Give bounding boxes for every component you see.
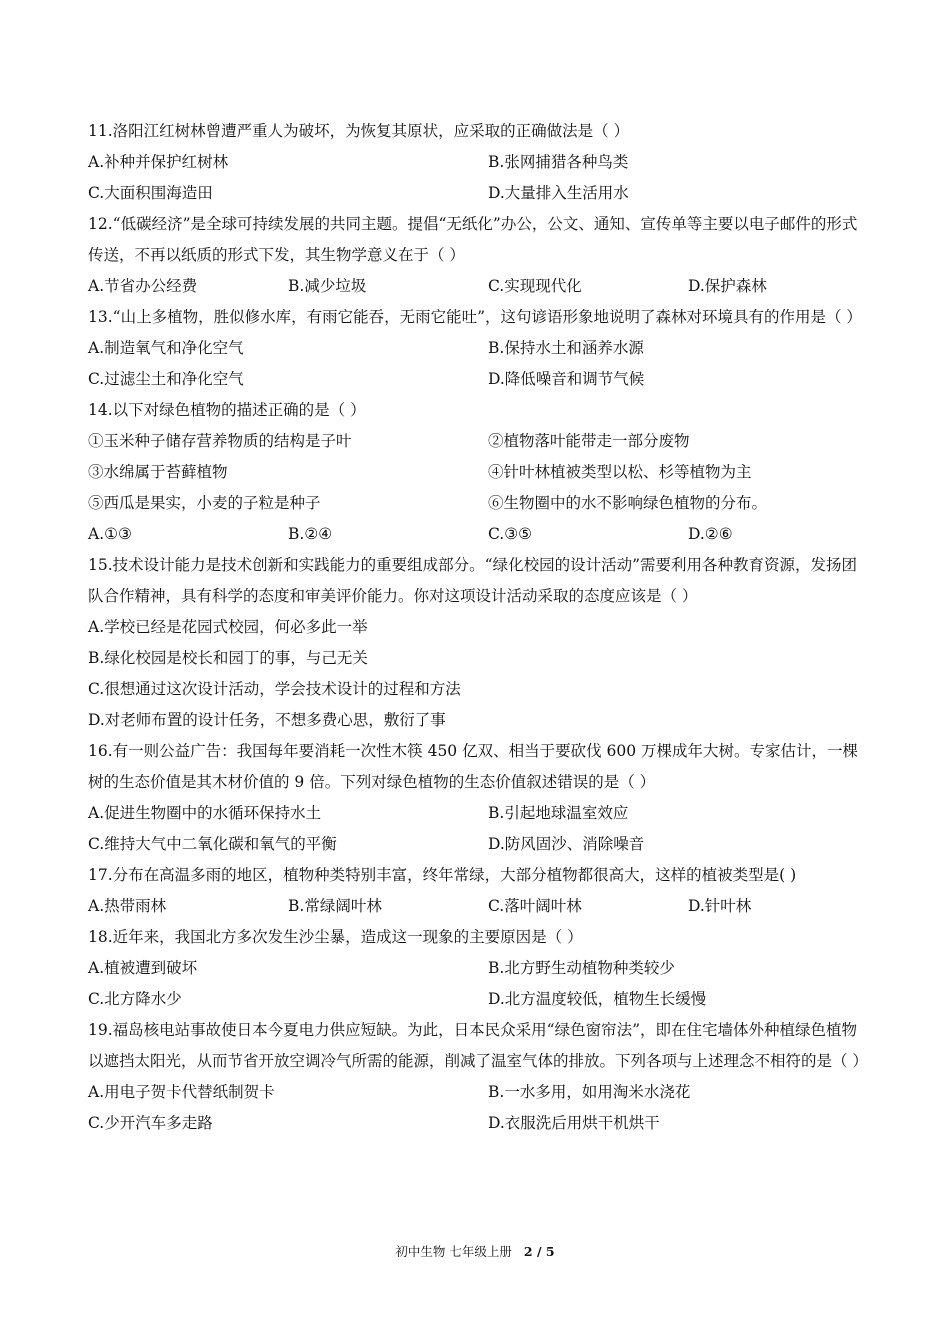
option-c: C.大面积围海造田 xyxy=(88,184,213,202)
option-a: A.学校已经是花园式校园，何必多此一举 xyxy=(88,618,368,636)
question-stem: 13.“山上多植物，胜似修水库，有雨它能吞，无雨它能吐”，这句谚语形象地说明了森林对环境具有的作用是（ ） xyxy=(88,308,862,326)
statement-4: ④针叶林植被类型以松、杉等植物为主 xyxy=(488,463,752,481)
option-b: B.常绿阔叶林 xyxy=(288,897,382,915)
option-b: B.减少垃圾 xyxy=(288,277,367,295)
option-c: C.少开汽车多走路 xyxy=(88,1114,213,1132)
options-grid xyxy=(88,891,864,922)
option-c: C.很想通过这次设计活动，学会技术设计的过程和方法 xyxy=(88,680,461,698)
statement-3: ③水绵属于苔藓植物 xyxy=(88,463,228,481)
statements-grid xyxy=(88,426,864,519)
option-b: B.绿化校园是校长和园丁的事，与己无关 xyxy=(88,649,368,667)
footer-label: 初中生物 七年级上册 xyxy=(395,1244,512,1259)
option-c: C.③⑤ xyxy=(488,525,533,543)
question-16 xyxy=(88,736,864,860)
question-19 xyxy=(88,1015,868,1139)
statement-5: ⑤西瓜是果实，小麦的子粒是种子 xyxy=(88,494,321,512)
options-grid xyxy=(88,333,864,395)
option-d: D.②⑥ xyxy=(688,525,733,543)
option-b: B.张网捕猎各种鸟类 xyxy=(488,153,629,171)
option-b: B.引起地球温室效应 xyxy=(488,804,629,822)
option-c: C.过滤尘土和净化空气 xyxy=(88,370,244,388)
option-c: C.实现现代化 xyxy=(488,277,582,295)
options-grid xyxy=(88,271,864,302)
page-number: 2 / 5 xyxy=(523,1244,555,1259)
question-15 xyxy=(88,550,864,736)
question-14 xyxy=(88,395,864,550)
option-d: D.衣服洗后用烘干机烘干 xyxy=(488,1114,660,1132)
option-a: A.热带雨林 xyxy=(88,897,167,915)
question-18 xyxy=(88,922,864,1015)
page-footer xyxy=(0,1242,950,1260)
option-b: B.②④ xyxy=(288,525,333,543)
option-d: D.针叶林 xyxy=(688,897,752,915)
question-stem: 11.洛阳江红树林曾遭严重人为破坏，为恢复其原状，应采取的正确做法是（ ） xyxy=(88,122,630,140)
question-11 xyxy=(88,116,864,209)
option-d: D.降低噪音和调节气候 xyxy=(488,370,645,388)
option-d: D.保护森林 xyxy=(688,277,767,295)
question-stem: 19.福岛核电站事故使日本今夏电力供应短缺。为此，日本民众采用“绿色窗帘法”，即在住宅墙体外种植绿色植物以遮挡太阳光，从而节省开放空调冷气所需的能源，削减了温室气体的排放。下列各项与上述理念不相符的是（ ） xyxy=(88,1021,868,1070)
options-grid xyxy=(88,798,864,860)
question-17 xyxy=(88,860,864,922)
options-grid xyxy=(88,953,864,1015)
statement-1: ①玉米种子储存营养物质的结构是子叶 xyxy=(88,432,352,450)
question-list xyxy=(88,116,868,1139)
option-a: A.补种并保护红树林 xyxy=(88,153,229,171)
option-d: D.防风固沙、消除噪音 xyxy=(488,835,645,853)
options-grid xyxy=(88,147,864,209)
statement-2: ②植物落叶能带走一部分废物 xyxy=(488,432,690,450)
option-a: A.①③ xyxy=(88,525,132,543)
option-c: C.落叶阔叶林 xyxy=(488,897,582,915)
option-c: C.北方降水少 xyxy=(88,990,182,1008)
question-stem: 18.近年来，我国北方多次发生沙尘暴，造成这一现象的主要原因是（ ） xyxy=(88,928,583,946)
option-c: C.维持大气中二氧化碳和氧气的平衡 xyxy=(88,835,337,853)
question-stem: 12.“低碳经济”是全球可持续发展的共同主题。提倡“无纸化”办公，公文、通知、宣传单等主要以电子邮件的形式传送，不再以纸质的形式下发，其生物学意义在于（ ） xyxy=(88,215,858,264)
option-b: B.保持水土和涵养水源 xyxy=(488,339,644,357)
option-a: A.用电子贺卡代替纸制贺卡 xyxy=(88,1083,275,1101)
question-stem: 16.有一则公益广告：我国每年要消耗一次性木筷 450 亿双、相当于要砍伐 600 万棵成年大树。专家估计，一棵树的生态价值是其木材价值的 9 倍。下列对绿色植物的生态价值叙述错误的是（ ） xyxy=(88,742,859,791)
statement-6: ⑥生物圈中的水不影响绿色植物的分布。 xyxy=(488,494,768,512)
option-a: A.制造氧气和净化空气 xyxy=(88,339,244,357)
options-grid xyxy=(88,1077,864,1139)
option-a: A.节省办公经费 xyxy=(88,277,198,295)
option-b: B.北方野生动植物种类较少 xyxy=(488,959,675,977)
question-stem: 14.以下对绿色植物的描述正确的是（ ） xyxy=(88,401,366,419)
options-grid xyxy=(88,519,864,550)
question-stem: 17.分布在高温多雨的地区，植物种类特别丰富，终年常绿，大部分植物都很高大，这样的植被类型是( ) xyxy=(88,866,797,884)
question-12 xyxy=(88,209,864,302)
option-a: A.促进生物圈中的水循环保持水土 xyxy=(88,804,322,822)
option-b: B.一水多用，如用淘米水浇花 xyxy=(488,1083,691,1101)
option-d: D.对老师布置的设计任务，不想多费心思，敷衍了事 xyxy=(88,711,446,729)
option-a: A.植被遭到破坏 xyxy=(88,959,198,977)
question-13 xyxy=(88,302,864,395)
question-stem: 15.技术设计能力是技术创新和实践能力的重要组成部分。“绿化校园的设计活动”需要利用各种教育资源，发扬团队合作精神，具有科学的态度和审美评价能力。你对这项设计活动采取的态度应该是（ ） xyxy=(88,556,858,605)
option-d: D.北方温度较低，植物生长缓慢 xyxy=(488,990,707,1008)
option-d: D.大量排入生活用水 xyxy=(488,184,629,202)
